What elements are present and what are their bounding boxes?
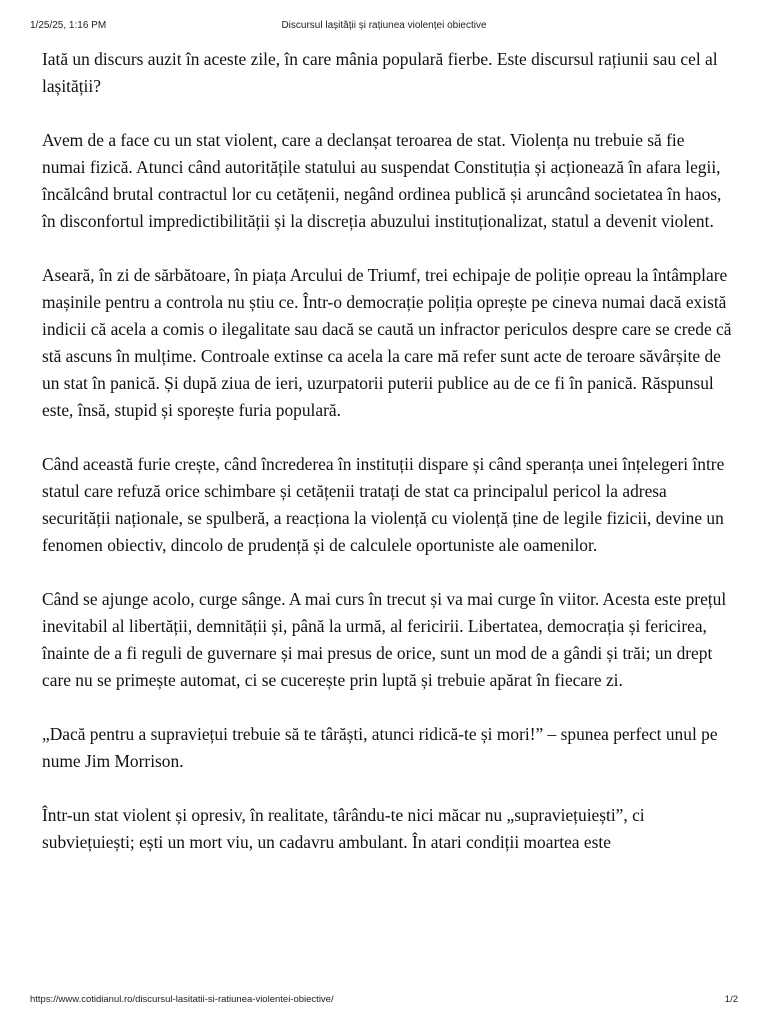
print-footer (0, 994, 768, 1008)
print-date: 1/25/25, 1:16 PM (30, 20, 107, 31)
article-body (42, 46, 732, 856)
paragraph: Iată un discurs auzit în aceste zile, în care mânia populară fierbe. Este discursul rațiunii sau cel al lașității? (42, 49, 718, 96)
paragraph: Într-un stat violent și opresiv, în realitate, târându-te nici măcar nu „supraviețuiești”, ci subviețuiești; ești un mort viu, un cadavru ambulant. În atari condiții moartea este (42, 805, 645, 852)
paragraph: Când această furie crește, când încrederea în instituții dispare și când speranța unei înțelegeri între statul care refuză orice schimbare și cetățenii tratați de stat ca principalul pericol la adresa securității naționale, se spulberă, a reacționa la violență cu violență ține de legile fizicii, devine un fenomen obiectiv, dincolo de prudență și de calculele oportuniste ale oamenilor. (42, 454, 725, 555)
paragraph: Avem de a face cu un stat violent, care a declanșat teroarea de stat. Violența nu trebuie să fie numai fizică. Atunci când autoritățile statului au suspendat Constituția și acționează în afara legii, încălcând brutal contractul lor cu cetățenii, negând ordinea publică și aruncând societatea în haos, în disconfortul impredictibilității și la discreția abuzului instituționalizat, statul a devenit violent. (42, 130, 722, 231)
page-number: 1/2 (724, 994, 738, 1005)
paragraph-quote: „Dacă pentru a supraviețui trebuie să te târăști, atunci ridică-te și mori!” – spunea perfect unul pe nume Jim Morrison. (42, 724, 718, 771)
paragraph: Aseară, în zi de sărbătoare, în piața Arcului de Triumf, trei echipaje de poliție opreau la întâmplare mașinile pentru a controla nu știu ce. Într-o democrație poliția oprește pe cineva numai dacă există indicii că acela a comis o ilegalitate sau dacă se caută un infractor periculos despre care se crede că stă ascuns în mulțime. Controale extinse ca acela la care mă refer sunt acte de teroare săvârșite de un stat în panică. Și după ziua de ieri, uzurpatorii puterii publice au de ce fi în panică. Răspunsul este, însă, stupid și sporește furia populară. (42, 265, 732, 420)
page-url: https://www.cotidianul.ro/discursul-lasitatii-si-ratiunea-violentei-obiective/ (30, 994, 334, 1005)
print-header (0, 20, 768, 34)
page-title: Discursul lașității și rațiunea violenței obiective (281, 20, 487, 31)
paragraph: Când se ajunge acolo, curge sânge. A mai curs în trecut și va mai curge în viitor. Acesta este prețul inevitabil al libertății, demnității și, până la urmă, al fericirii. Libertatea, democrația și fericirea, înainte de a fi reguli de guvernare și mai presus de orice, sunt un mod de a gândi și trăi; un drept care nu se primește automat, ci se cucerește prin luptă și trebuie apărat în fiecare zi. (42, 589, 727, 690)
